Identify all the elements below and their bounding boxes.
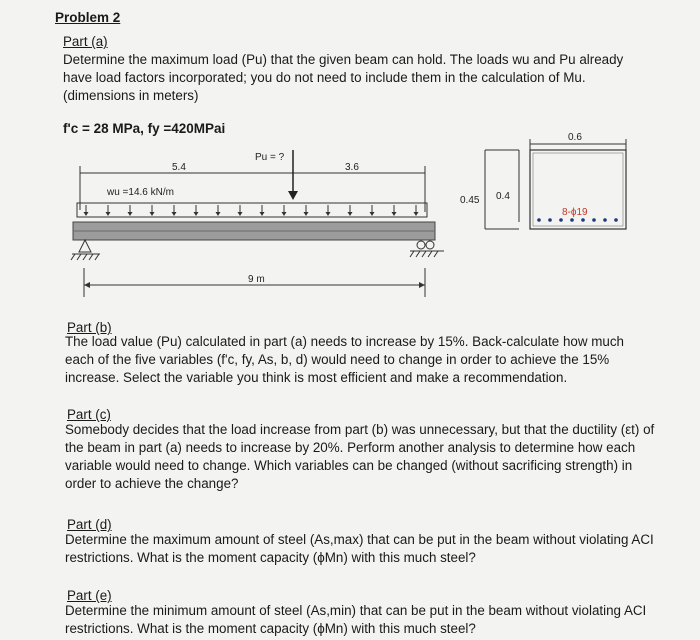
udl-arrowhead [238,212,243,216]
part-a-label: Part (a) [63,34,108,49]
ground-hatch [95,254,99,260]
udl-arrowhead [348,212,353,216]
dimension-right-label: 3.6 [345,162,359,173]
ground-hatch [77,254,81,260]
point-load-arrowhead [288,191,298,200]
part-c-label: Part (c) [67,407,111,422]
rebar-row [537,218,618,222]
rebar-bar [614,218,618,222]
udl-arrowhead [414,212,419,216]
udl-arrowhead [84,212,89,216]
roller-support [417,241,425,249]
udl-arrowhead [392,212,397,216]
ground-hatch [410,251,414,257]
ground-hatch [428,251,432,257]
ground-hatch [416,251,420,257]
udl-arrowhead [150,212,155,216]
rebar-bar [592,218,596,222]
part-e-label: Part (e) [67,588,112,603]
dimension-left-label: 5.4 [172,162,186,173]
udl-arrowhead [260,212,265,216]
ground-hatch [422,251,426,257]
udl-arrowhead [370,212,375,216]
udl-arrowhead [282,212,287,216]
ground-hatch [83,254,87,260]
rebar-bar [559,218,563,222]
distributed-load-arrows [84,205,419,216]
udl-arrowhead [216,212,221,216]
rebar-bar [537,218,541,222]
part-c-text: Somebody decides that the load increase from part (b) was unnecessary, but that the ductility (εt) of the beam in part (a) needs to increase by 20%. Perform another analysis to determine how each variable would need to change. Which variables can be changed (without sacrificing strength) in order to achieve the change? [65,422,655,491]
span-label: 9 m [248,274,265,285]
part-d-text: Determine the maximum amount of steel (As,max) that can be put in the beam without violating ACI restrictions. What is the moment capacity (ϕMn) with this much steel? [65,532,654,565]
part-a-text: Determine the maximum load (Pu) that the given beam can hold. The loads wu and Pu already have load factors incorporated; you do not need to include them in the calculation of Mu. (dimensions in meters) [63,52,624,103]
roller-support [426,241,434,249]
problem-title: Problem 2 [55,10,121,25]
part-b-label: Part (b) [67,320,112,335]
rebar-bar [581,218,585,222]
rebar-bar [570,218,574,222]
ground-hatch [71,254,75,260]
point-load-label: Pu = ? [255,152,285,163]
udl-arrowhead [128,212,133,216]
rebar-bar [548,218,552,222]
distributed-load-label: wu =14.6 kN/m [107,187,174,198]
udl-arrowhead [106,212,111,216]
span-arrowhead-right [419,282,425,288]
span-arrowhead-left [84,282,90,288]
part-e-text: Determine the minimum amount of steel (As,min) that can be put in the beam without violating ACI restrictions. What is the moment capacity (ϕMn) with this much steel? [65,603,647,636]
part-d-label: Part (d) [67,517,112,532]
material-properties: f'c = 28 MPa, fy =420MPai [63,121,226,136]
udl-arrowhead [326,212,331,216]
section-depth-label: 0.4 [496,191,510,202]
section-width-label: 0.6 [568,132,582,143]
ground-hatch [89,254,93,260]
ground-hatch [434,251,438,257]
part-b-text: The load value (Pu) calculated in part (a) needs to increase by 15%. Back-calculate how much each of the five variables (f'c, fy, As, b, d) would need to change in order to achieve the 15% increase. Select the variable you think is most efficient and make a recommendation. [65,334,624,385]
udl-arrowhead [304,212,309,216]
rebar-bar [603,218,607,222]
udl-arrowhead [194,212,199,216]
section-height-label: 0.45 [460,195,480,206]
rebar-label: 8-ϕ19 [562,207,588,218]
udl-arrowhead [172,212,177,216]
pin-support [79,240,91,252]
